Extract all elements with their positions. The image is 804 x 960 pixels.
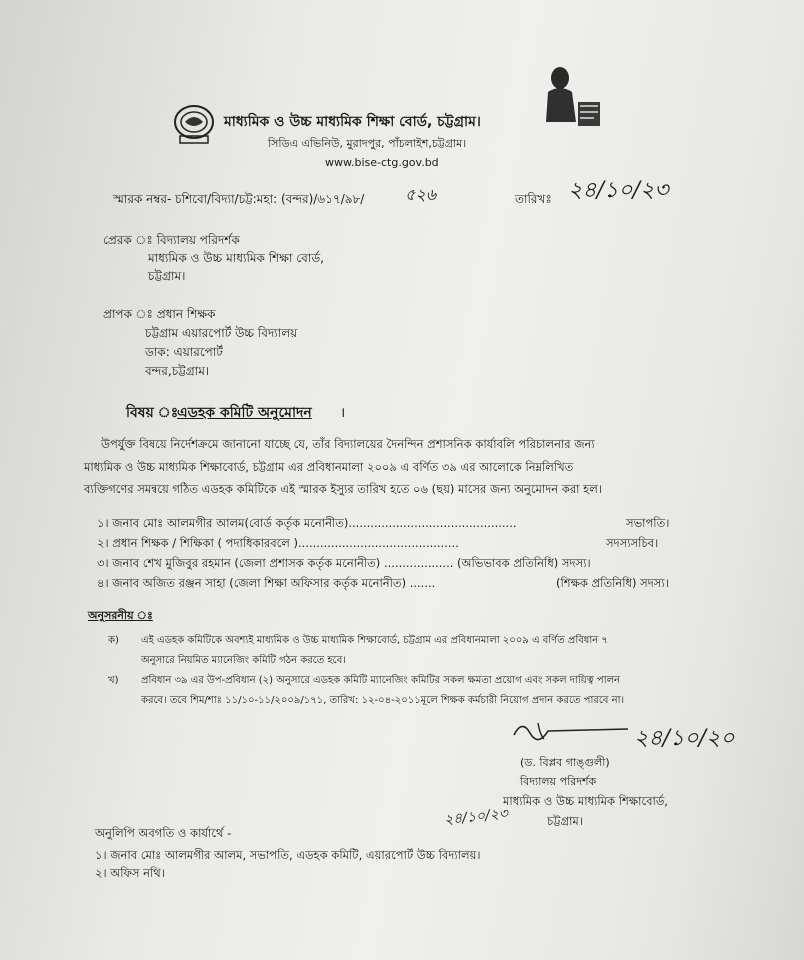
signature-date: ২৪/১০/২০ <box>634 726 735 751</box>
sender-line-3: চট্টগ্রাম। <box>148 269 186 283</box>
memo-reference-number: ৫২৬ <box>405 185 437 204</box>
recipient-line-1: প্রাপক ঃ প্রধান শিক্ষক <box>103 307 216 321</box>
signatory-name: (ড. বিপ্লব গাঙ্গুলী) <box>520 756 610 769</box>
subject-label: বিষয় ঃ <box>126 405 179 421</box>
member-role-2: সদস্যসচিব। <box>606 536 659 550</box>
body-line-1: উপর্যুক্ত বিষয়ে নির্দেশক্রমে জানানো যাচ্ছে যে, তাঁর বিদ্যালয়ের দৈনন্দিন প্রশাসনিক কার্যাবলি পরিচালনার জন্য <box>101 437 595 451</box>
memo-date-label: তারিখঃ <box>515 192 552 206</box>
board-address: সিডিএ এভিনিউ, মুরাদপুর, পাঁচলাইশ,চট্টগ্রাম। <box>268 137 467 150</box>
member-row-2: ২। প্রধান শিক্ষক / শিক্ষিকা ( পদাধিকারবলে )............................................ <box>97 536 459 550</box>
copy-item-1: ১। জনাব মোঃ আলমগীর আলম, সভাপতি, এডহক কমিটি, এয়ারপোর্ট উচ্চ বিদ্যালয়। <box>95 848 481 862</box>
signature-scribble-icon <box>508 715 638 745</box>
signatory-title: বিদ্যালয় পরিদর্শক <box>520 775 597 788</box>
notes-heading: অনুসরনীয় ঃ <box>88 609 153 622</box>
sender-line-1: প্রেরক ঃ বিদ্যালয় পরিদর্শক <box>103 233 240 247</box>
recipient-line-2: চট্টগ্রাম এয়ারপোর্ট উচ্চ বিদ্যালয় <box>145 326 298 340</box>
portrait-image-icon <box>542 62 608 132</box>
recipient-line-4: বন্দর,চট্টগ্রাম। <box>145 364 210 378</box>
note-a-line-1: এই এডহক কমিটিকে অবশ্যই মাধ্যমিক ও উচ্চ মাধ্যমিক শিক্ষাবোর্ড, চট্টগ্রাম এর প্রবিধানমালা ২০০৯ এ বর্ণিত প্রবিধান ৭ <box>141 635 608 646</box>
note-b-label: খ) <box>108 675 119 686</box>
memo-date: ২৪/১০/২৩ <box>568 178 669 203</box>
note-b-line-2: করবে। তবে শিম/শাঃ ১১/১০-১১/২০০৯/১৭১, তারিখ: ১২-০৪-২০১১মূলে শিক্ষক কর্মচারী নিয়োগ প্রদান করতে পারবে না। <box>141 695 625 706</box>
memo-reference: স্মারক নম্বর- চশিবো/বিদ্যা/চট্ট:মহা: (বন্দর)/৬১৭/৯৮/ <box>113 192 365 206</box>
initial-date: ২৪/১০/২৩ <box>443 805 509 829</box>
member-role-4: (শিক্ষক প্রতিনিধি) সদস্য। <box>556 576 669 590</box>
note-a-label: ক) <box>108 635 119 646</box>
sender-line-2: মাধ্যমিক ও উচ্চ মাধ্যমিক শিক্ষা বোর্ড, <box>148 251 324 265</box>
subject-end: । <box>340 405 346 421</box>
copy-item-2: ২। অফিস নথি। <box>95 866 165 880</box>
member-row-1: ১। জনাব মোঃ আলমগীর আলম(বোর্ড কর্তৃক মনোনীত).............................................. <box>97 516 517 530</box>
signatory-city: চট্টগ্রাম। <box>547 814 583 828</box>
recipient-line-3: ডাক: এয়ারপোর্ট <box>145 345 223 359</box>
member-row-4: ৪। জনাব অজিত রঞ্জন সাহা (জেলা শিক্ষা অফিসার কর্তৃক মনোনীত) ....... <box>97 576 436 590</box>
note-b-line-1: প্রবিধান ৩৯ এর উপ-প্রবিধান (২) অনুসারে এডহক কমিটি ম্যানেজিং কমিটির সকল ক্ষমতা প্রয়োগ এবং সকল দায়িত্ব পালন <box>141 675 621 686</box>
body-line-3: ব্যক্তিগণের সমন্বয়ে গঠিত এডহক কমিটিকে এই স্মারক ইস্যুর তারিখ হতে ০৬ (ছয়) মাসের জন্য অনুমোদন করা হল। <box>84 482 602 496</box>
board-website[interactable]: www.bise-ctg.gov.bd <box>325 156 439 169</box>
body-line-2: মাধ্যমিক ও উচ্চ মাধ্যমিক শিক্ষাবোর্ড, চট্টগ্রাম এর প্রবিধানমালা ২০০৯ এ বর্ণিত ৩৯ এর আলোকে নিম্নলিখিত <box>84 460 574 474</box>
board-emblem-icon <box>172 102 216 146</box>
subject-text: এডহক কমিটি অনুমোদন <box>177 405 312 421</box>
board-name: মাধ্যমিক ও উচ্চ মাধ্যমিক শিক্ষা বোর্ড, চট্টগ্রাম। <box>224 114 481 130</box>
member-role-1: সভাপতি। <box>626 516 670 530</box>
note-a-line-2: অনুসারে নিয়মিত ম্যানেজিং কমিটি গঠন করতে হবে। <box>141 655 346 666</box>
signatory-org: মাধ্যমিক ও উচ্চ মাধ্যমিক শিক্ষাবোর্ড, <box>503 794 668 808</box>
copy-heading: অনুলিপি অবগতি ও কার্যার্থে - <box>95 826 232 840</box>
member-row-3: ৩। জনাব শেখ মুজিবুর রহমান (জেলা প্রশাসক কর্তৃক মনোনীত) ................... (অভিভাবক প্রতিনিধি) সদস্য। <box>97 556 591 570</box>
